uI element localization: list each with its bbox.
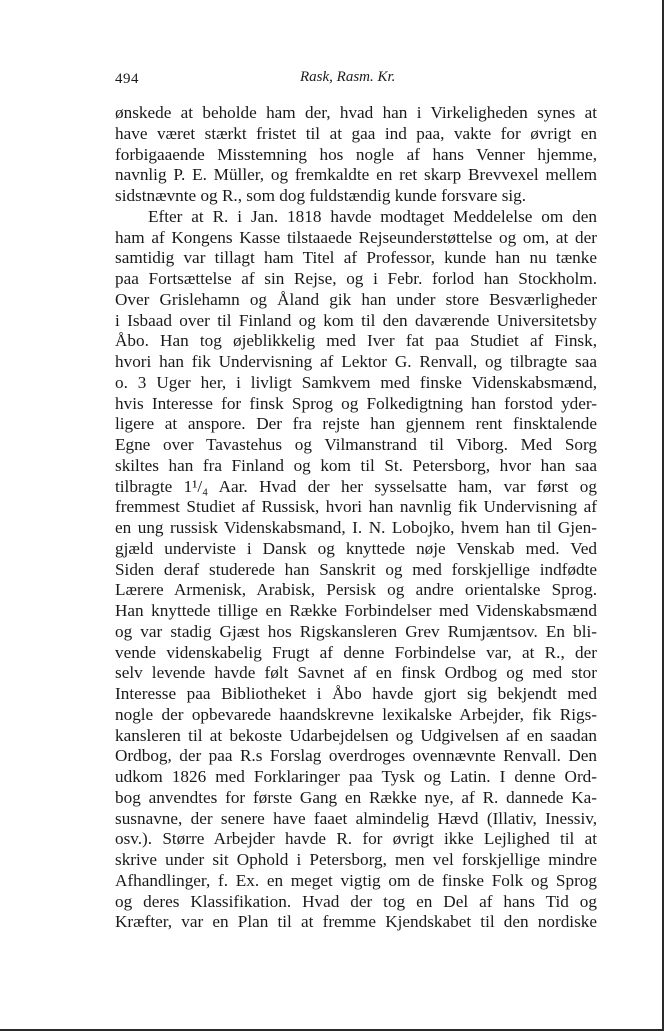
text-line: i Isbaad over til Finland og kom til den daværende Universitetsby xyxy=(115,310,597,330)
text-line: og var stadig Gjæst hos Rigskansleren Grev Rumjæntsov. En bli- xyxy=(115,621,597,641)
text-line: ønskede at beholde ham der, hvad han i Virkeligheden synes at xyxy=(115,103,597,122)
text-line: selv levende havde følt Savnet af en finsk Ordbog og med stor xyxy=(115,663,597,683)
text-line: Afhandlinger, f. Ex. en meget vigtig om de finske Folk og Sprog xyxy=(115,870,597,890)
text-line: forbigaaende Misstemning hos nogle af hans Venner hjemme, xyxy=(115,144,597,164)
text-line: susnavne, der senere have faaet almindelig Hævd (Illativ, Inessiv, xyxy=(115,808,597,828)
text-line: Siden deraf studerede han Sanskrit og med forskjellige indfødte xyxy=(115,559,597,579)
text-line: Han knyttede tillige en Række Forbindelser med Videnskabsmænd xyxy=(115,601,597,620)
running-title: Rask, Rasm. Kr. xyxy=(300,69,396,85)
text-line: Lærere Armenisk, Arabisk, Persisk og andre orientalske Sprog. xyxy=(115,580,597,600)
text-line: en ung russisk Videnskabsmand, I. N. Lobojko, hvem han til Gjen- xyxy=(115,518,597,537)
text-line: Interesse paa Bibliotheket i Åbo havde gjort sig bekjendt med xyxy=(115,684,597,703)
text-line: hvori han fik Undervisning af Lektor G. Renvall, og tilbragte saa xyxy=(115,352,597,371)
text-line: ham af Kongens Kasse tilstaaede Rejseunderstøttelse og om, at der xyxy=(115,227,597,247)
text-line: Kræfter, var en Plan til at fremme Kjendskabet til den nordiske xyxy=(115,912,597,932)
text-line: vende videnskabelig Frugt af denne Forbindelse var, at R., der xyxy=(115,642,597,662)
body-text xyxy=(115,103,597,933)
text-line: bog anvendtes for første Gang en Række nye, af R. dannede Ka- xyxy=(115,787,597,807)
text-line: hvis Interesse for finsk Sprog og Folkedigtning han forstod yder- xyxy=(115,393,597,413)
text-line: o. 3 Uger her, i livligt Samkvem med finske Videnskabsmænd, xyxy=(115,372,597,392)
text-line: Ordbog, der paa R.s Forslag overdroges ovennævnte Renvall. Den xyxy=(115,746,597,766)
text-line: Egne over Tavastehus og Vilmanstrand til Viborg. Med Sorg xyxy=(115,435,597,454)
text-line: Over Grislehamn og Åland gik han under store Besværligheder xyxy=(115,289,597,309)
text-line: Efter at R. i Jan. 1818 havde modtaget Meddelelse om den xyxy=(148,206,597,226)
text-line: og deres Klassifikation. Hvad der tog en Del af hans Tid og xyxy=(115,891,597,911)
text-line: fremmest Studiet af Russisk, hvori han navnlig fik Undervisning af xyxy=(115,497,597,517)
text-line: gjæld underviste i Dansk og knyttede nøje Venskab med. Ved xyxy=(115,538,597,558)
text-line: navnlig P. E. Müller, og fremkaldte en ret skarp Brevvexel mellem xyxy=(115,165,597,185)
text-line: have været stærkt fristet til at gaa ind paa, vakte for øvrigt en xyxy=(115,123,597,143)
text-line: skiltes han fra Finland og kom til St. Petersborg, hvor han saa xyxy=(115,455,597,475)
text-line: udkom 1826 med Forklaringer paa Tysk og Latin. I denne Ord- xyxy=(115,767,597,786)
page-number: 494 xyxy=(115,71,139,87)
text-line: sidstnævnte og R., som dog fuldstændig kunde forsvare sig. xyxy=(115,186,527,205)
text-line: ligere at anspore. Der fra rejste han gjennem rent finsktalende xyxy=(115,414,597,434)
text-line: samtidig var tillagt ham Titel af Professor, kunde han nu tænke xyxy=(115,248,597,268)
text-line: Åbo. Han tog øjeblikkelig med Iver fat paa Studiet af Finsk, xyxy=(115,331,597,351)
text-line: osv.). Større Arbejder havde R. for øvrigt ikke Lejlighed til at xyxy=(115,829,597,849)
text-line: skrive under sit Ophold i Petersborg, men vel forskjellige mindre xyxy=(115,850,597,869)
text-line: nogle der opbevarede haandskrevne lexikalske Arbejder, fik Rigs- xyxy=(115,704,597,724)
text-line: kansleren til at bekoste Udarbejdelsen og Udgivelsen af en saadan xyxy=(115,725,597,745)
text-line: paa Fortsættelse af sin Rejse, og i Febr. forlod han Stockholm. xyxy=(115,269,597,288)
text-line: tilbragte 1¹/₄ Aar. Hvad der her sysselsatte ham, var først og xyxy=(115,476,597,496)
